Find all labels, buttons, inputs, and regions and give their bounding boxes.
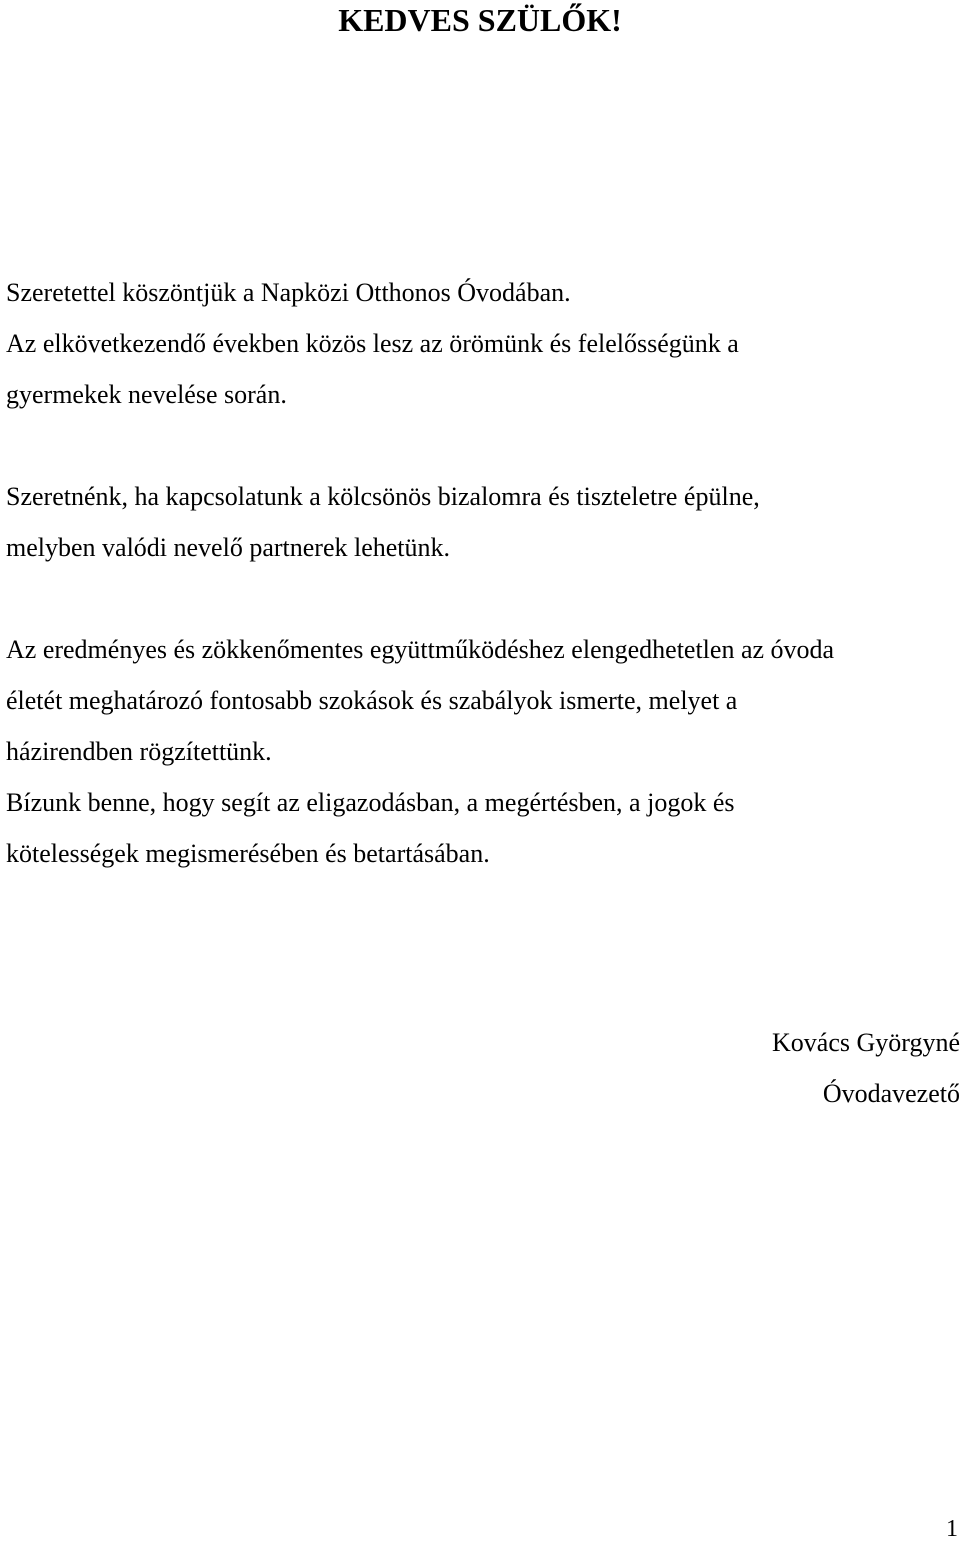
text-line: Bízunk benne, hogy segít az eligazodásban, a megértésben, a jogok és bbox=[6, 788, 735, 817]
text-line: házirendben rögzítettünk. bbox=[6, 737, 272, 766]
text-line: Az elkövetkezendő években közös lesz az örömünk és felelősségünk a bbox=[6, 329, 739, 358]
text-line: kötelességek megismerésében és betartásában. bbox=[6, 839, 490, 868]
text-line: Az eredményes és zökkenőmentes együttműködéshez elengedhetetlen az óvoda bbox=[6, 635, 835, 664]
text-line: Szeretettel köszöntjük a Napközi Otthonos Óvodában. bbox=[6, 278, 571, 307]
text-line: életét meghatározó fontosabb szokások és szabályok ismerte, melyet a bbox=[6, 686, 738, 715]
page-number: 1 bbox=[946, 1516, 958, 1542]
signature-name: Kovács Györgyné bbox=[772, 1028, 960, 1057]
text-line: melyben valódi nevelő partnerek lehetünk. bbox=[6, 533, 451, 562]
text-line: Szeretnénk, ha kapcsolatunk a kölcsönös bizalomra és tiszteletre épülne, bbox=[6, 482, 760, 511]
signature-role: Óvodavezető bbox=[822, 1079, 960, 1108]
page-title: KEDVES SZÜLŐK! bbox=[338, 2, 622, 38]
text-line: gyermekek nevelése során. bbox=[6, 380, 287, 409]
